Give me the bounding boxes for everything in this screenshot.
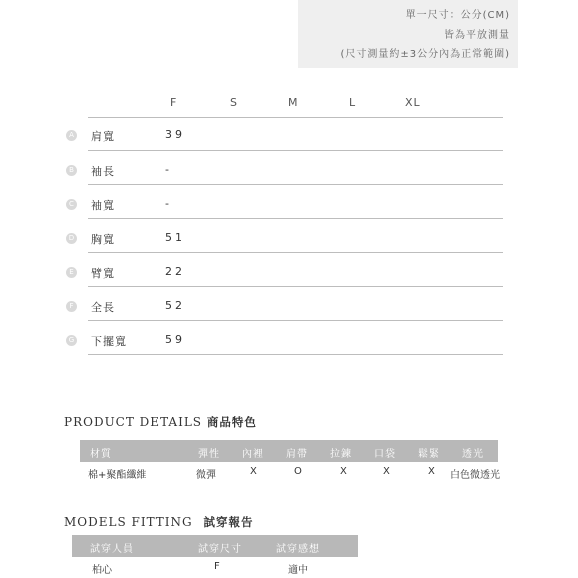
- row-value-shoulder: 39: [165, 128, 185, 141]
- row-divider: [88, 117, 503, 118]
- row-divider: [88, 218, 503, 219]
- row-label-sleeve-length: 袖長: [91, 165, 115, 178]
- row-divider: [88, 150, 503, 151]
- header-lining: 內裡: [242, 449, 264, 460]
- value-model: 柏心: [92, 565, 112, 576]
- row-divider: [88, 354, 503, 355]
- row-badge: E: [66, 267, 77, 278]
- header-pocket: 口袋: [374, 449, 396, 460]
- header-fit-size: 試穿尺寸: [198, 544, 242, 555]
- row-badge: F: [66, 301, 77, 312]
- size-note-unit: 單一尺寸：公分(CM): [405, 10, 510, 21]
- value-lining: X: [250, 466, 257, 477]
- size-note-tolerance: (尺寸測量約±3公分內為正常範圍): [340, 49, 510, 60]
- models-fitting-title-cn: 試穿報告: [203, 515, 254, 529]
- size-col-f: F: [170, 96, 178, 109]
- row-label-hem: 下擺寬: [91, 335, 127, 348]
- row-label-sleeve-width: 袖寬: [91, 199, 115, 212]
- row-label-chest: 胸寬: [91, 233, 115, 246]
- header-strap: 肩帶: [286, 449, 308, 460]
- value-zipper: X: [340, 466, 347, 477]
- value-drawstring: X: [428, 466, 435, 477]
- value-strap: O: [294, 466, 302, 477]
- value-fit-feedback: 適中: [288, 565, 308, 576]
- header-transparency: 透光: [462, 449, 484, 460]
- row-label-shoulder: 肩寬: [91, 130, 115, 143]
- product-details-title: [64, 414, 257, 430]
- header-drawstring: 鬆緊: [418, 449, 440, 460]
- models-fitting-header: [72, 535, 358, 557]
- row-badge: C: [66, 199, 77, 210]
- header-fit-feedback: 試穿感想: [276, 544, 320, 555]
- row-badge: G: [66, 335, 77, 346]
- value-pocket: X: [383, 466, 390, 477]
- row-badge: A: [66, 130, 77, 141]
- row-divider: [88, 184, 503, 185]
- value-elasticity: 微彈: [196, 470, 216, 481]
- row-value-hem: 59: [165, 333, 185, 346]
- product-details-title-cn: 商品特色: [206, 415, 257, 429]
- row-badge: D: [66, 233, 77, 244]
- value-transparency: 白色微透光: [450, 470, 500, 481]
- row-divider: [88, 252, 503, 253]
- header-zipper: 拉鍊: [330, 449, 352, 460]
- size-col-xl: XL: [405, 96, 421, 109]
- size-note-method: 皆為平放測量: [444, 30, 510, 41]
- value-material: 棉+聚酯纖維: [88, 470, 147, 481]
- header-model: 試穿人員: [90, 544, 134, 555]
- header-material: 材質: [90, 449, 112, 460]
- product-details-header: [80, 440, 498, 462]
- models-fitting-title: [64, 514, 253, 530]
- row-value-sleeve-width: -: [165, 197, 172, 210]
- row-label-arm: 臂寬: [91, 267, 115, 280]
- models-fitting-title-en: MODELS FITTING: [64, 515, 193, 529]
- size-col-s: S: [230, 96, 238, 109]
- row-badge: B: [66, 165, 77, 176]
- row-divider: [88, 286, 503, 287]
- size-note: [298, 0, 518, 68]
- row-value-sleeve-length: -: [165, 163, 172, 176]
- size-col-m: M: [288, 96, 299, 109]
- row-label-length: 全長: [91, 301, 115, 314]
- row-value-chest: 51: [165, 231, 185, 244]
- header-elasticity: 彈性: [198, 449, 220, 460]
- row-value-arm: 22: [165, 265, 185, 278]
- row-value-length: 52: [165, 299, 185, 312]
- size-col-l: L: [349, 96, 357, 109]
- row-divider: [88, 320, 503, 321]
- product-details-title-en: PRODUCT DETAILS: [64, 415, 203, 429]
- value-fit-size: F: [214, 561, 220, 572]
